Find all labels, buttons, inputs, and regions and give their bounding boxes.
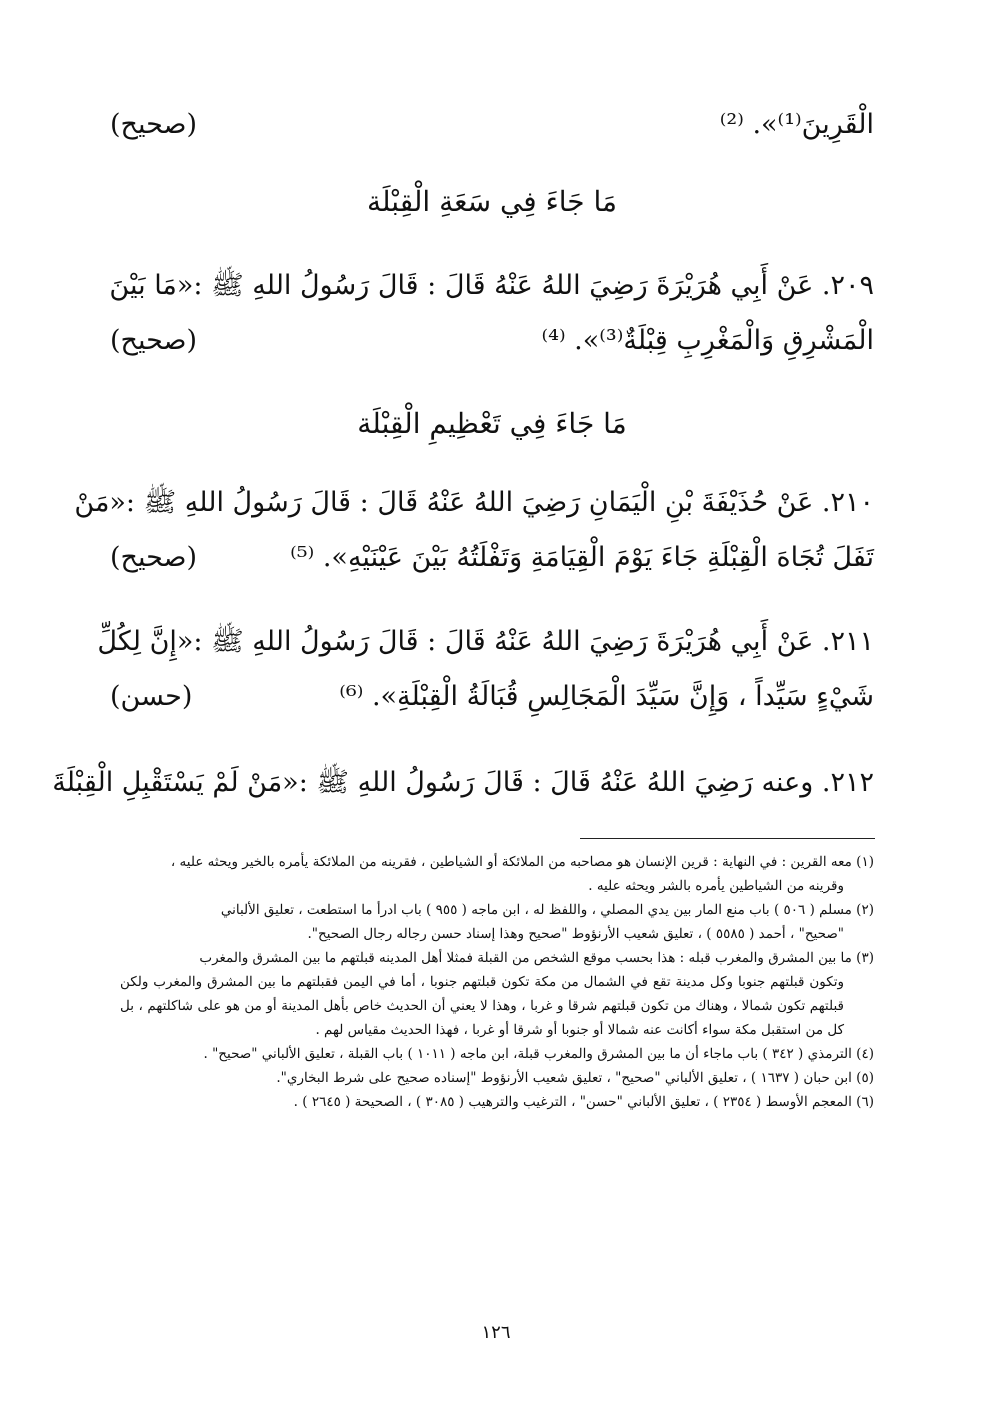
hadith-text: ٢٠٩. عَنْ أَبِي هُرَيْرَةَ رَضِيَ اللهُ عَنْهُ قَالَ : قَالَ رَسُولُ اللهِ ﷺ :«مَا بَيْنَ	[109, 270, 874, 301]
hadith-211-line-2	[110, 676, 874, 718]
hadith-210-line-2	[110, 537, 874, 579]
footnote-label: (٥)	[856, 1070, 874, 1086]
footnote	[120, 850, 874, 898]
footnote-text: الترمذي ( ٣٤٢ ) باب ماجاء أن ما بين المشرق والمغرب قبلة، ابن ماجه ( ١٠١١ ) باب القبلة ، تعليق الألباني "صحيح" .	[203, 1046, 852, 1062]
hadith-211-line-1	[97, 621, 874, 663]
hadith-212-line-1	[52, 762, 874, 804]
footnote-continuation: "صحيح" ، أحمد ( ٥٥٨٥ ) ، تعليق شعيب الأرنؤوط "صحيح وهذا إسناد حسن رجاله رجال الصحيح".	[307, 926, 844, 942]
footnote-text: المعجم الأوسط ( ٢٣٥٤ ) ، تعليق الألباني "حسن" ، الترغيب والترهيب ( ٣٠٨٥ ) ، الصحيحة ( ٢٦٤٥ ) .	[293, 1094, 852, 1110]
hadith-text: ٢١٢. وعنه رَضِيَ اللهُ عَنْهُ قَالَ : قَالَ رَسُولُ اللهِ ﷺ :«مَنْ لَمْ يَسْتَقْبِلِ الْقِبْلَةَ	[52, 767, 874, 798]
footnote-text: معه القرين : في النهاية : قرين الإنسان هو مصاحبه من الملائكة أو الشياطين ، فقرينه من الملائكة يأمره بالخير ويحثه عليه ،	[170, 854, 852, 870]
footnote-text: مسلم ( ٥٠٦ ) باب منع المار بين يدي المصلي ، واللفظ له ، ابن ماجه ( ٩٥٥ ) باب ادرأ ما استطعت ، تعليق الألباني	[220, 902, 852, 918]
footnote-text: ما بين المشرق والمغرب قبله : هذا بحسب موقع الشخص من القبلة فمثلا أهل المدينه قبلتهم ما بين المشرق والمغرب	[199, 950, 852, 966]
footnote	[120, 1066, 874, 1090]
footnote	[120, 946, 874, 1042]
footnote-label: (٢)	[856, 902, 874, 918]
hadith-text: شَيْءٍ سَيِّداً ، وَإِنَّ سَيِّدَ الْمَجَالِسِ قُبَالَةُ الْقِبْلَةِ». ⁽⁶⁾	[339, 681, 874, 712]
footnote-separator	[580, 838, 875, 839]
footnote-text: ابن حبان ( ١٦٣٧ ) ، تعليق الألباني "صحيح" ، تعليق شعيب الأرنؤوط "إسناده صحيح على شرط البخاري".	[276, 1070, 852, 1086]
footnote-label: (٦)	[856, 1094, 874, 1110]
footnote	[120, 1042, 874, 1066]
hadith-209-line-1	[110, 265, 874, 307]
section-heading: مَا جَاءَ فِي سَعَةِ الْقِبْلَة	[366, 185, 618, 218]
footnote	[120, 1090, 874, 1114]
page-number: ١٢٦	[481, 1322, 511, 1343]
footnote-label: (٤)	[856, 1046, 874, 1062]
hadith-text: ٢١١. عَنْ أَبِي هُرَيْرَةَ رَضِيَ اللهُ عَنْهُ قَالَ : قَالَ رَسُولُ اللهِ ﷺ :«إِنَّ لِكُلِّ	[97, 626, 874, 657]
footnote	[120, 898, 874, 946]
footnote-continuation: وقرينه من الشياطين يأمره بالشر ويحثه عليه .	[588, 878, 844, 894]
hadith-210-line-1	[74, 482, 874, 524]
hadith-209-line-2	[110, 320, 874, 362]
grade-label: (حسن)	[110, 681, 193, 712]
section-heading: مَا جَاءَ فِي تَعْظِيمِ الْقِبْلَة	[357, 407, 627, 440]
continuation-text: الْقَرِينَ⁽¹⁾». ⁽²⁾	[719, 109, 874, 140]
hadith-text: الْمَشْرِقِ وَالْمَغْرِبِ قِبْلَةٌ⁽³⁾». ⁽⁴⁾	[541, 325, 874, 356]
hadith-text: ٢١٠. عَنْ حُذَيْفَةَ بْنِ الْيَمَانِ رَضِيَ اللهُ عَنْهُ قَالَ : قَالَ رَسُولُ اللهِ ﷺ :«مَنْ	[74, 487, 874, 518]
grade-label: (صحيح)	[110, 109, 197, 140]
continuation-line	[110, 104, 874, 146]
grade-label: (صحيح)	[110, 542, 197, 573]
grade-label: (صحيح)	[110, 325, 197, 356]
footnote-label: (١)	[856, 854, 874, 870]
hadith-text: تَفَلَ تُجَاهَ الْقِبْلَةِ جَاءَ يَوْمَ الْقِيَامَةِ وَتَفْلَتُهُ بَيْنَ عَيْنَيْهِ». ⁽⁵⁾	[290, 542, 874, 573]
footnote-label: (٣)	[856, 950, 874, 966]
footnote-continuation: وتكون قبلتهم جنوبا وكل مدينة تقع في الشمال من مكة تكون قبلتهم جنوبا ، أما في اليمن فقبلتهم ما بين المشرق والمغرب ولكن قبلتهم تكون شمالا ، وهناك من تكون قبلتهم شرقا و غربا ، وهذا لا يعني أن الحديث خاص بأهل المدينة أو من هو على شاكلتهم ، بل كل من استقبل مكة سواء أكانت عنه شمالا أو جنوبا أو شرقا أو غربا ، فهذا الحديث مقياس لهم .	[120, 974, 844, 1038]
footnotes	[120, 850, 874, 1114]
